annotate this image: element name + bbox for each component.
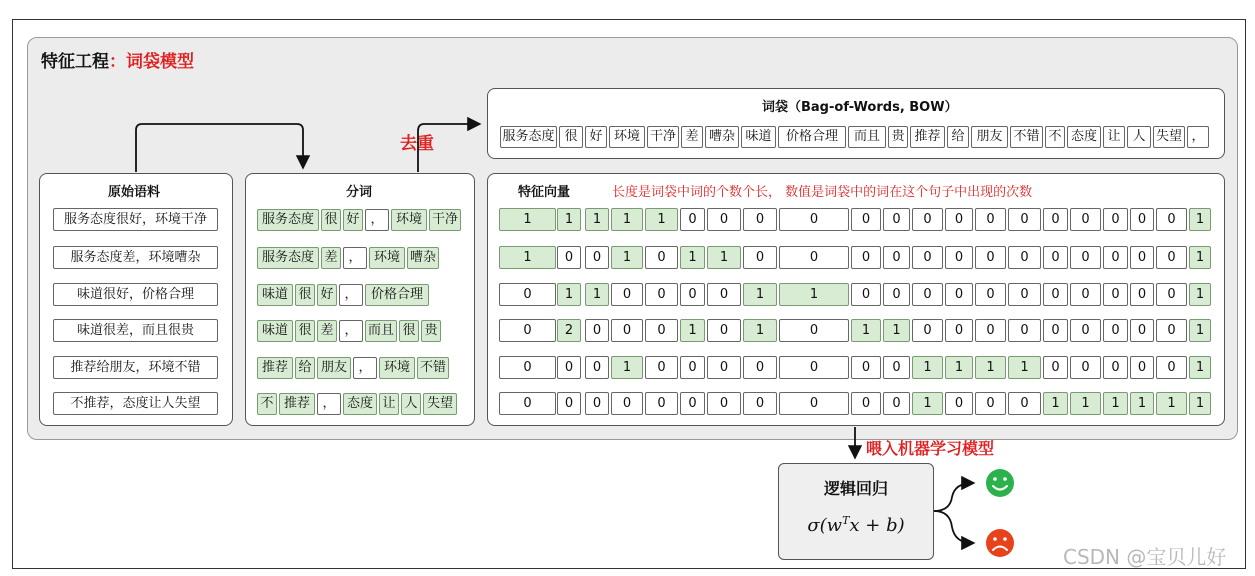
token-chip: 差: [317, 320, 337, 342]
vector-cell: 1: [1008, 356, 1041, 379]
vector-cell: 0: [779, 392, 849, 415]
vector-cell: 0: [743, 208, 777, 231]
bow-word: 好: [585, 126, 607, 148]
corpus-sentence: 味道很差，而且很贵: [53, 319, 218, 342]
vector-cell: 0: [1156, 319, 1187, 342]
token-chip: 价格合理: [365, 284, 429, 306]
bow-word: 给: [947, 126, 969, 148]
token-chip: 很: [295, 284, 315, 306]
corpus-sentence: 推荐给朋友，环境不错: [53, 356, 218, 379]
vector-cell: 0: [707, 283, 741, 306]
feed-model-label: 喂入机器学习模型: [866, 439, 995, 458]
token-chip: 环境: [391, 209, 427, 231]
token-chip: 不错: [417, 357, 449, 379]
vector-cell: 0: [779, 246, 849, 269]
token-chip: 让: [379, 393, 399, 415]
bow-word: 服务态度: [500, 126, 557, 148]
vector-cell: 1: [1189, 246, 1211, 269]
vector-cell: 0: [1008, 392, 1041, 415]
vector-cell: 0: [743, 246, 777, 269]
bow-word: 干净: [647, 126, 679, 148]
vector-cell: 0: [680, 392, 705, 415]
vector-cell: 1: [743, 319, 777, 342]
vector-cell: 0: [945, 283, 973, 306]
vector-cell: 0: [883, 392, 910, 415]
vector-cell: 0: [680, 356, 705, 379]
model-title: 逻辑回归: [823, 479, 888, 498]
vector-cell: 0: [779, 356, 849, 379]
section-title: 特征工程：词袋模型: [41, 52, 194, 72]
vector-cell: 0: [1130, 246, 1154, 269]
vector-cell: 0: [1070, 356, 1101, 379]
vector-cell: 0: [557, 356, 581, 379]
vector-cell: 0: [912, 208, 943, 231]
token-chip: 不: [257, 393, 277, 415]
vector-cell: 0: [779, 208, 849, 231]
bow-word: 贵: [888, 126, 908, 148]
vector-cell: 1: [1189, 283, 1211, 306]
vector-cell: 0: [945, 392, 973, 415]
vector-cell: 1: [912, 356, 943, 379]
token-chip: 干净: [429, 209, 461, 231]
vector-cell: 0: [883, 283, 910, 306]
bow-word: 价格合理: [778, 126, 846, 148]
corpus-title: 原始语料: [108, 185, 161, 200]
vector-cell: 0: [1156, 283, 1187, 306]
vector-cell: 0: [851, 283, 881, 306]
vector-cell: 0: [1043, 356, 1068, 379]
vector-cell: 0: [1103, 208, 1128, 231]
vector-cell: 0: [1103, 283, 1128, 306]
vector-cell: 0: [707, 356, 741, 379]
bow-word: 态度: [1067, 126, 1101, 148]
vector-cell: 0: [1130, 319, 1154, 342]
vector-cell: 0: [945, 246, 973, 269]
vector-cell: 1: [1156, 392, 1187, 415]
vector-cell: 0: [1070, 208, 1101, 231]
vector-cell: 0: [1008, 283, 1041, 306]
token-chip: 而且: [365, 320, 397, 342]
bow-word: 很: [559, 126, 583, 148]
vector-cell: 0: [912, 319, 943, 342]
vector-cell: 1: [975, 356, 1006, 379]
vector-cell: 0: [1043, 208, 1068, 231]
vector-cell: 0: [883, 208, 910, 231]
vector-cell: 0: [680, 283, 705, 306]
vector-cell: 0: [1008, 208, 1041, 231]
token-chip: 服务态度: [257, 209, 319, 231]
vector-cell: 0: [975, 283, 1006, 306]
token-chip: 环境: [369, 247, 405, 269]
token-chip: 人: [401, 393, 421, 415]
vector-cell: 1: [1189, 392, 1211, 415]
vector-cell: 0: [557, 246, 581, 269]
token-chip: 味道: [257, 284, 293, 306]
tokenize-title: 分词: [346, 185, 373, 200]
token-chip: 很: [321, 209, 341, 231]
happy-face-icon: [986, 469, 1014, 497]
vector-cell: 0: [645, 319, 678, 342]
vector-cell: 0: [1070, 246, 1101, 269]
vector-cell: 1: [851, 319, 881, 342]
vector-cell: 1: [1189, 319, 1211, 342]
vector-cell: 0: [645, 246, 678, 269]
vector-cell: 0: [1103, 356, 1128, 379]
vector-cell: 0: [1156, 246, 1187, 269]
vector-cell: 0: [1070, 283, 1101, 306]
token-chip: ，: [343, 247, 367, 269]
corpus-sentence: 服务态度很好，环境干净: [53, 208, 218, 231]
vector-cell: 0: [975, 208, 1006, 231]
vector-cell: 0: [851, 246, 881, 269]
vector-cell: 0: [499, 356, 556, 379]
vector-cell: 0: [611, 319, 643, 342]
vector-cell: 0: [779, 319, 849, 342]
vector-cell: 1: [1189, 356, 1211, 379]
bow-word: 不错: [1010, 126, 1043, 148]
dedup-label: 去重: [400, 134, 434, 154]
model-to-happy-arrow: [934, 483, 972, 511]
vector-cell: 0: [743, 356, 777, 379]
vector-cell: 1: [1189, 208, 1211, 231]
bow-word: 让: [1103, 126, 1125, 148]
token-chip: 味道: [257, 320, 293, 342]
bow-word: 朋友: [971, 126, 1008, 148]
vector-cell: 1: [585, 208, 609, 231]
bow-word: 差: [681, 126, 703, 148]
token-chip: 嘈杂: [407, 247, 439, 269]
vector-cell: 0: [645, 356, 678, 379]
vector-cell: 2: [557, 319, 581, 342]
corpus-sentence: 不推荐，态度让人失望: [53, 392, 218, 415]
token-chip: 失望: [423, 393, 457, 415]
vector-cell: 0: [975, 392, 1006, 415]
vector-cell: 0: [645, 392, 678, 415]
vector-cell: 0: [645, 283, 678, 306]
vector-cell: 0: [743, 392, 777, 415]
token-chip: ，: [339, 320, 363, 342]
vector-cell: 1: [1043, 392, 1068, 415]
bow-word: 推荐: [910, 126, 945, 148]
vector-cell: 0: [1070, 319, 1101, 342]
feature-title: 特征向量: [518, 185, 571, 200]
vector-cell: 1: [557, 283, 581, 306]
vector-cell: 0: [1103, 319, 1128, 342]
vector-cell: 1: [499, 208, 556, 231]
bow-word: 味道: [741, 126, 776, 148]
vector-cell: 0: [883, 246, 910, 269]
vector-cell: 0: [1130, 283, 1154, 306]
vector-cell: 0: [1043, 283, 1068, 306]
vector-cell: 0: [707, 392, 741, 415]
token-chip: 好: [317, 284, 337, 306]
vector-cell: 0: [851, 356, 881, 379]
vector-cell: 1: [499, 246, 556, 269]
vector-cell: 0: [912, 283, 943, 306]
vector-cell: 1: [743, 283, 777, 306]
vector-cell: 0: [1130, 356, 1154, 379]
token-chip: 朋友: [317, 357, 351, 379]
vector-cell: 0: [1156, 356, 1187, 379]
token-chip: ，: [317, 393, 341, 415]
bow-word: 失望: [1153, 126, 1185, 148]
vector-cell: 0: [851, 392, 881, 415]
bow-title: 词袋（Bag-of-Words, BOW）: [762, 100, 958, 115]
vector-cell: 0: [1103, 246, 1128, 269]
bow-word: 不: [1045, 126, 1065, 148]
vector-cell: 1: [611, 208, 643, 231]
vector-cell: 0: [499, 319, 556, 342]
vector-cell: 0: [585, 392, 609, 415]
vector-cell: 0: [945, 319, 973, 342]
vector-cell: 0: [1008, 319, 1041, 342]
token-chip: 好: [343, 209, 363, 231]
bow-word: 嘈杂: [705, 126, 739, 148]
token-chip: 环境: [379, 357, 415, 379]
vector-cell: 1: [645, 208, 678, 231]
vector-cell: 0: [707, 319, 741, 342]
vector-cell: 1: [611, 356, 643, 379]
vector-cell: 0: [975, 246, 1006, 269]
vector-cell: 0: [557, 392, 581, 415]
vector-cell: 0: [1130, 208, 1154, 231]
vector-cell: 0: [851, 208, 881, 231]
token-chip: 推荐: [279, 393, 315, 415]
vector-cell: 0: [1043, 319, 1068, 342]
token-chip: ，: [339, 284, 363, 306]
vector-cell: 0: [975, 319, 1006, 342]
vector-cell: 0: [707, 208, 741, 231]
vector-cell: 0: [1043, 246, 1068, 269]
model-formula: $\sigma(w^Tx + b)$: [807, 514, 905, 536]
vector-cell: 1: [680, 319, 705, 342]
corpus-sentence: 味道很好，价格合理: [53, 283, 218, 306]
feature-note: 长度是词袋中词的个数个长， 数值是词袋中的词在这个句子中出现的次数: [612, 185, 1033, 200]
vector-cell: 0: [945, 208, 973, 231]
sad-face-icon: [986, 529, 1014, 557]
vector-cell: 1: [945, 356, 973, 379]
vector-cell: 0: [611, 283, 643, 306]
vector-cell: 0: [912, 246, 943, 269]
bow-word: 而且: [848, 126, 886, 148]
vector-cell: 1: [611, 246, 643, 269]
vector-cell: 1: [585, 283, 609, 306]
token-chip: 很: [295, 320, 315, 342]
token-chip: 态度: [343, 393, 377, 415]
token-chip: 推荐: [257, 357, 293, 379]
vector-cell: 0: [1156, 208, 1187, 231]
vector-cell: 1: [1103, 392, 1128, 415]
token-chip: ，: [353, 357, 377, 379]
vector-cell: 0: [680, 208, 705, 231]
corpus-to-tokenize-arrow: [136, 124, 303, 172]
vector-cell: 1: [1130, 392, 1154, 415]
model-to-sad-arrow: [934, 511, 972, 543]
vector-cell: 1: [883, 319, 910, 342]
vector-cell: 0: [499, 283, 556, 306]
vector-cell: 1: [680, 246, 705, 269]
vector-cell: 0: [883, 356, 910, 379]
vector-cell: 0: [1008, 246, 1041, 269]
token-chip: ，: [365, 209, 389, 231]
tokenize-to-bow-arrow: [418, 124, 478, 172]
token-chip: 给: [295, 357, 315, 379]
bow-word: ，: [1187, 126, 1209, 148]
corpus-sentence: 服务态度差，环境嘈杂: [53, 246, 218, 269]
vector-cell: 0: [611, 392, 643, 415]
vector-cell: 0: [585, 356, 609, 379]
vector-cell: 0: [585, 319, 609, 342]
token-chip: 服务态度: [257, 247, 319, 269]
watermark: CSDN @宝贝儿好: [1063, 545, 1227, 569]
token-chip: 贵: [421, 320, 441, 342]
vector-cell: 0: [585, 246, 609, 269]
bow-word: 人: [1127, 126, 1151, 148]
vector-cell: 1: [707, 246, 741, 269]
vector-cell: 0: [499, 392, 556, 415]
token-chip: 很: [399, 320, 419, 342]
vector-cell: 1: [557, 208, 581, 231]
vector-cell: 1: [1070, 392, 1101, 415]
bow-word: 环境: [609, 126, 645, 148]
token-chip: 差: [321, 247, 341, 269]
vector-cell: 1: [912, 392, 943, 415]
vector-cell: 1: [779, 283, 849, 306]
